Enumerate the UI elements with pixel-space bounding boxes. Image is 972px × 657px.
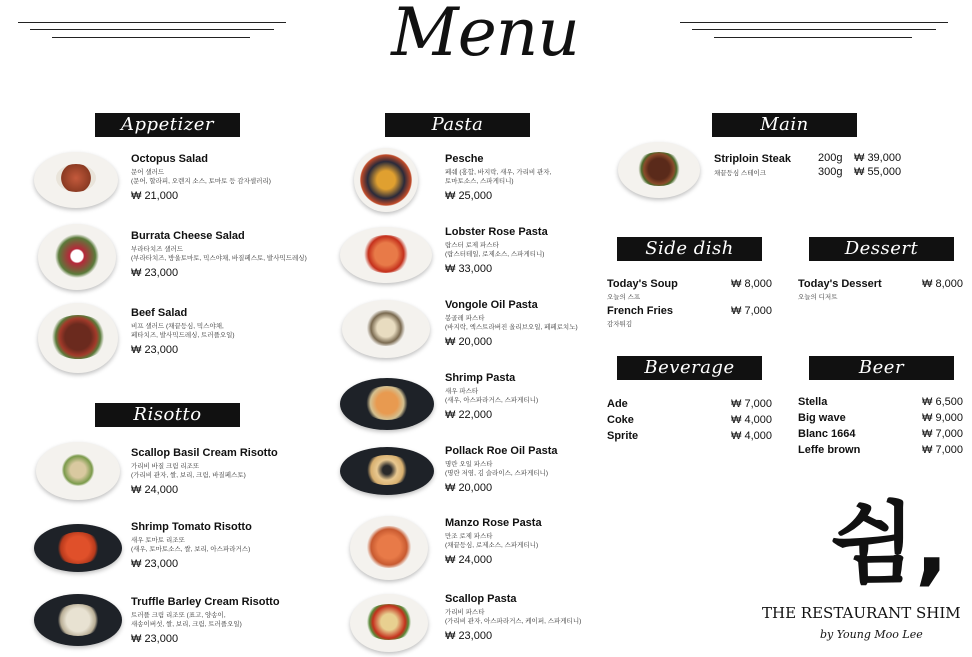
dish-photo <box>340 378 434 430</box>
section-side-dish: Side dish <box>617 237 762 261</box>
section-beverage: Beverage <box>617 356 762 380</box>
beverage-price: ₩ 4,000 <box>731 430 772 442</box>
beer-price: ₩ 6,500 <box>922 396 963 408</box>
dish-photo <box>618 142 700 198</box>
beer-price: ₩ 7,000 <box>922 428 963 440</box>
dish-price: ₩ 20,000 <box>445 482 493 494</box>
dish-photo <box>350 594 428 652</box>
main-size-1: 200g <box>818 152 843 164</box>
dish-photo <box>342 300 430 358</box>
dish-photo <box>34 152 118 208</box>
beverage-price: ₩ 4,000 <box>731 414 772 426</box>
dish-photo <box>38 303 118 373</box>
menu-title: Menu <box>391 0 579 71</box>
dish-photo <box>350 516 428 580</box>
dish-name: Shrimp Tomato Risotto <box>131 521 252 533</box>
dish-korean-name: 문어 샐러드 <box>131 169 165 176</box>
header-rule-left-2 <box>30 29 274 30</box>
dish-price: ₩ 33,000 <box>445 263 493 275</box>
header-rule-left-1 <box>18 22 286 23</box>
dish-photo <box>34 524 122 572</box>
dish-ingredients: (문어, 할라피, 오렌지 소스, 토마토 등 감자셀러리) <box>131 178 271 185</box>
beer-price: ₩ 9,000 <box>922 412 963 424</box>
dish-name: Scallop Pasta <box>445 593 517 605</box>
dish-ingredients: (랍스터테일, 로제소스, 스파게티니) <box>445 251 545 258</box>
dish-name: Manzo Rose Pasta <box>445 517 542 529</box>
dish-price: ₩ 23,000 <box>131 558 179 570</box>
main-dish-name: Striploin Steak <box>714 153 792 165</box>
dish-korean-name: 비프 샐러드 (채끝등심, 믹스야채, <box>131 323 224 330</box>
main-price-1: ₩ 39,000 <box>854 152 902 164</box>
dish-photo <box>34 594 122 646</box>
dish-korean-name: 부라타치즈 샐러드 <box>131 246 184 253</box>
dish-ingredients: (가리비 관자, 쌀, 보리, 크림, 바질페스토) <box>131 472 246 479</box>
beer-name: Big wave <box>798 412 846 424</box>
dish-name: Pollack Roe Oil Pasta <box>445 445 558 457</box>
side-dish-name: French Fries <box>607 305 674 317</box>
header-rule-right-2 <box>692 29 936 30</box>
dish-price: ₩ 25,000 <box>445 190 493 202</box>
dish-name: Burrata Cheese Salad <box>131 230 245 242</box>
dish-ingredients: 토마토소스, 스파게티니) <box>445 178 514 185</box>
dish-korean-name: 가리비 바질 크림 리조또 <box>131 463 200 470</box>
dessert-korean-name: 오늘의 디저트 <box>798 294 838 301</box>
dish-korean-name: 페쉐 (홍합, 바지락, 새우, 가리비 관자, <box>445 169 552 176</box>
dish-name: Vongole Oil Pasta <box>445 299 538 311</box>
section-pasta: Pasta <box>385 113 530 137</box>
dish-price: ₩ 24,000 <box>445 554 493 566</box>
dish-price: ₩ 23,000 <box>131 267 179 279</box>
dish-price: ₩ 22,000 <box>445 409 493 421</box>
dish-ingredients: (가리비 관자, 아스파라거스, 케이퍼, 스파게티니) <box>445 618 582 625</box>
section-main: Main <box>712 113 857 137</box>
dish-korean-name: 가리비 파스타 <box>445 609 485 616</box>
dish-name: Scallop Basil Cream Risotto <box>131 447 278 459</box>
dish-ingredients: 새송이버섯, 쌀, 보리, 크림, 트러플오일) <box>131 621 242 628</box>
dessert-price: ₩ 8,000 <box>922 278 963 290</box>
dish-price: ₩ 23,000 <box>131 344 179 356</box>
dish-price: ₩ 20,000 <box>445 336 493 348</box>
section-dessert: Dessert <box>809 237 954 261</box>
dessert-name: Today's Dessert <box>798 278 882 290</box>
beer-name: Stella <box>798 396 828 408</box>
main-price-2: ₩ 55,000 <box>854 166 902 178</box>
side-dish-price: ₩ 8,000 <box>731 278 772 290</box>
beverage-name: Coke <box>607 414 634 426</box>
dish-photo <box>340 227 432 283</box>
dish-ingredients: 페타치즈, 발사믹드레싱, 트러플오일) <box>131 332 235 339</box>
dish-korean-name: 만조 로제 파스타 <box>445 533 493 540</box>
dish-korean-name: 트러플 크림 리조또 (표고, 양송이, <box>131 612 226 619</box>
beverage-name: Ade <box>607 398 628 410</box>
section-appetizer: Appetizer <box>95 113 240 137</box>
dish-ingredients: (부라타치즈, 방울토마토, 믹스야채, 바질페스토, 발사믹드레싱) <box>131 255 307 262</box>
main-size-2: 300g <box>818 166 843 178</box>
dish-name: Octopus Salad <box>131 153 209 165</box>
header-rule-right-1 <box>680 22 948 23</box>
dish-photo <box>354 148 418 212</box>
beverage-name: Sprite <box>607 430 639 442</box>
restaurant-name: THE RESTAURANT SHIM <box>762 604 961 622</box>
main-dish-korean-name: 채끝등심 스테이크 <box>714 170 767 177</box>
dish-ingredients: (채끝등심, 로제소스, 스파게티니) <box>445 542 539 549</box>
dish-korean-name: 봉골레 파스타 <box>445 315 485 322</box>
dish-name: Pesche <box>445 153 484 165</box>
dish-korean-name: 명란 오일 파스타 <box>445 461 493 468</box>
dish-korean-name: 새우 파스타 <box>445 388 479 395</box>
dish-name: Shrimp Pasta <box>445 372 516 384</box>
beer-name: Leffe brown <box>798 444 861 456</box>
dish-ingredients: (명란 저염, 김 슬라이스, 스파게티니) <box>445 470 549 477</box>
dish-ingredients: (새우, 아스파라거스, 스파게티니) <box>445 397 539 404</box>
dish-photo <box>36 442 120 500</box>
dish-price: ₩ 24,000 <box>131 484 179 496</box>
section-risotto: Risotto <box>95 403 240 427</box>
dish-photo <box>340 447 434 495</box>
side-dish-korean-name: 감자튀김 <box>607 321 633 328</box>
dish-ingredients: (바지락, 엑스트라버진 올리브오일, 페페로치노) <box>445 324 578 331</box>
header-rule-left-3 <box>52 37 250 38</box>
side-dish-price: ₩ 7,000 <box>731 305 772 317</box>
header-rule-right-3 <box>714 37 912 38</box>
dish-price: ₩ 23,000 <box>131 633 179 645</box>
beverage-price: ₩ 7,000 <box>731 398 772 410</box>
dish-name: Lobster Rose Pasta <box>445 226 548 238</box>
chef-byline: by Young Moo Lee <box>820 628 923 641</box>
restaurant-logo: 쉼, <box>830 492 949 595</box>
dish-photo <box>38 224 116 290</box>
beer-price: ₩ 7,000 <box>922 444 963 456</box>
side-dish-name: Today's Soup <box>607 278 678 290</box>
dish-korean-name: 랍스터 로제 파스타 <box>445 242 499 249</box>
dish-name: Truffle Barley Cream Risotto <box>131 596 280 608</box>
side-dish-korean-name: 오늘의 스프 <box>607 294 641 301</box>
section-beer: Beer <box>809 356 954 380</box>
dish-ingredients: (새우, 토마토소스, 쌀, 보리, 아스파라거스) <box>131 546 251 553</box>
dish-price: ₩ 21,000 <box>131 190 179 202</box>
dish-price: ₩ 23,000 <box>445 630 493 642</box>
dish-korean-name: 새우 토마토 리조또 <box>131 537 185 544</box>
beer-name: Blanc 1664 <box>798 428 856 440</box>
dish-name: Beef Salad <box>131 307 188 319</box>
